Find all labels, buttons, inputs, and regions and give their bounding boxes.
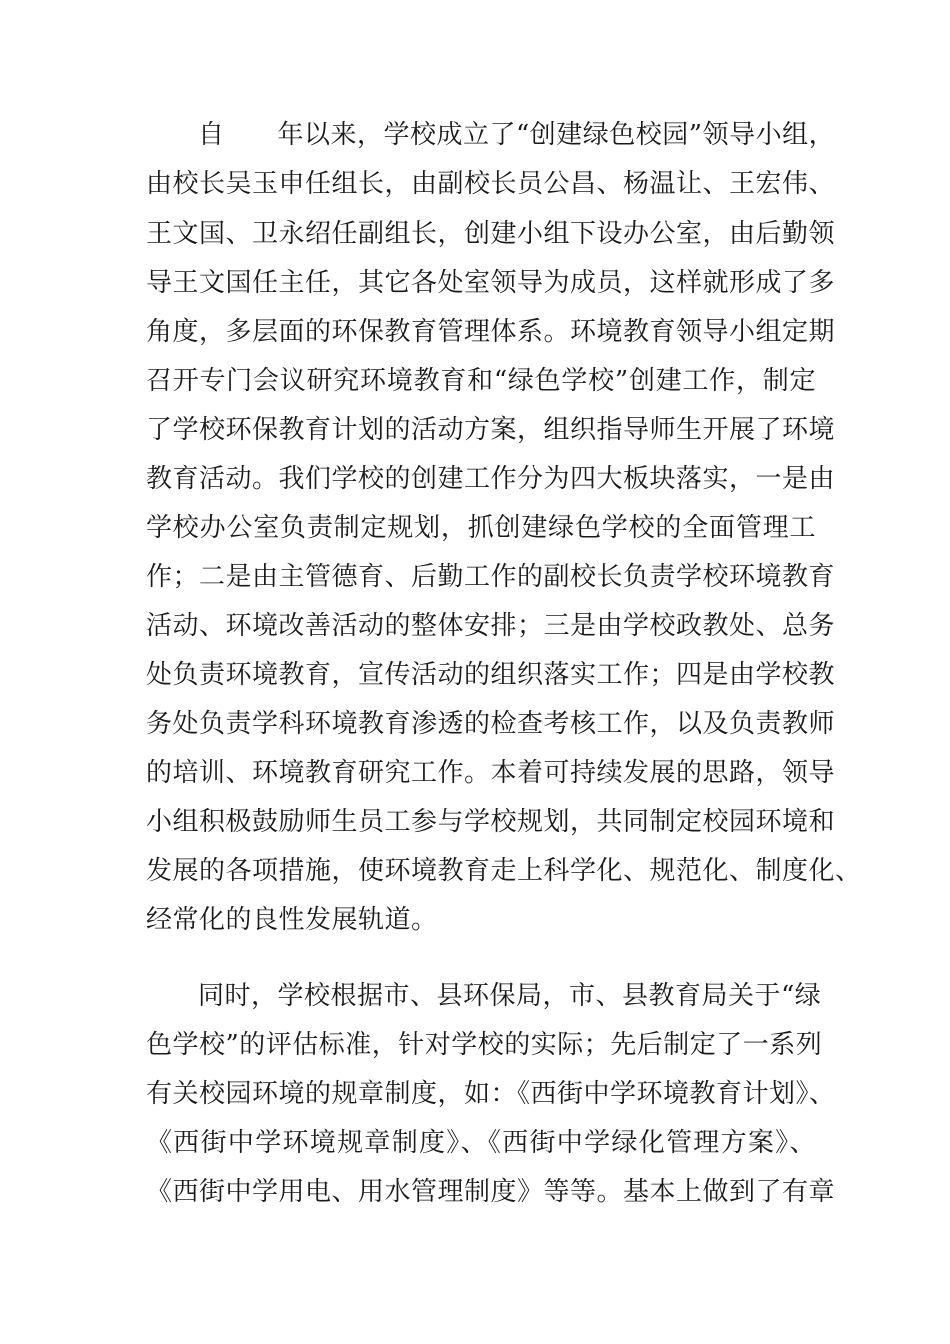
paragraph-2-line-3: 有关校园环境的规章制度，如：《西街中学环境教育计划》、 <box>146 1079 836 1109</box>
paragraph-1-line-9: 学校办公室负责制定规划，抓创建绿色学校的全面管理工 <box>146 513 816 543</box>
paragraph-1-line-3: 王文国、卫永绍任副组长，创建小组下设办公室，由后勤领 <box>146 219 836 249</box>
paragraph-1-line-4: 导王文国任主任，其它各处室领导为成员，这样就形成了多 <box>146 268 836 298</box>
paragraph-1-line-16: 发展的各项措施，使环境教育走上科学化、规范化、制度化、 <box>146 856 862 886</box>
paragraph-1-line-14: 的培训、环境教育研究工作。本着可持续发展的思路，领导 <box>146 758 836 788</box>
paragraph-2-line-5: 《西街中学用电、用水管理制度》等等。基本上做到了有章 <box>146 1177 836 1207</box>
paragraph-1-line-1: 自 年以来，学校成立了“创建绿色校园”领导小组， <box>198 120 836 150</box>
paragraph-2-line-2: 色学校”的评估标准，针对学校的实际；先后制定了一系列 <box>146 1030 823 1060</box>
paragraph-1-line-10: 作；二是由主管德育、后勤工作的副校长负责学校环境教育 <box>146 562 836 592</box>
paragraph-1-line-11: 活动、环境改善活动的整体安排；三是由学校政教处、总务 <box>146 611 836 641</box>
paragraph-1-line-5: 角度，多层面的环保教育管理体系。环境教育领导小组定期 <box>146 317 836 347</box>
paragraph-1-line-17: 经常化的良性发展轨道。 <box>146 905 438 935</box>
paragraph-2-line-4: 《西街中学环境规章制度》、《西街中学绿化管理方案》、 <box>146 1128 816 1158</box>
paragraph-1-line-15: 小组积极鼓励师生员工参与学校规划，共同制定校园环境和 <box>146 807 836 837</box>
paragraph-1-line-7: 了学校环保教育计划的活动方案，组织指导师生开展了环境 <box>146 415 836 445</box>
paragraph-2-line-1: 同时，学校根据市、县环保局，市、县教育局关于“绿 <box>198 981 822 1011</box>
paragraph-1-line-6: 召开专门会议研究环境教育和“绿色学校”创建工作，制定 <box>146 366 816 396</box>
paragraph-1-line-12: 处负责环境教育，宣传活动的组织落实工作；四是由学校教 <box>146 660 836 690</box>
paragraph-1-line-13: 务处负责学科环境教育渗透的检查考核工作，以及负责教师 <box>146 709 836 739</box>
paragraph-1-line-8: 教育活动。我们学校的创建工作分为四大板块落实，一是由 <box>146 464 836 494</box>
paragraph-1-line-2: 由校长吴玉申任组长，由副校长员公昌、杨温让、王宏伟、 <box>146 169 836 199</box>
